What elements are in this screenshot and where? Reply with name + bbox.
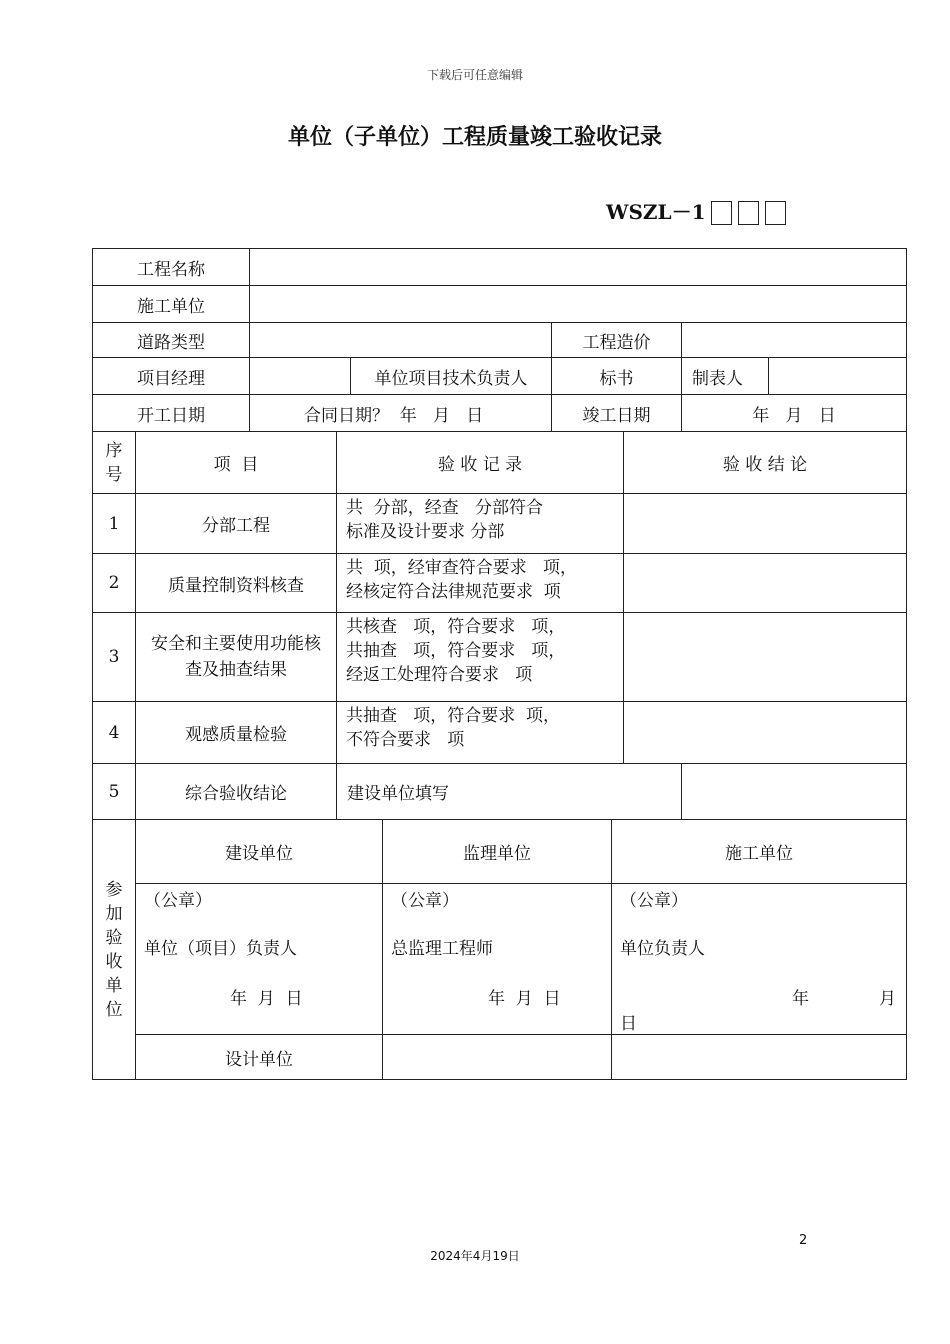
signer-label: 单位（项目）负责人	[144, 939, 297, 959]
row-seq: 5	[93, 764, 136, 820]
document-title: 单位（子单位）工程质量竣工验收记录	[287, 125, 662, 150]
seq-header: 序号	[93, 432, 136, 494]
seal-label: （公章）	[620, 891, 688, 911]
tech-lead-label: 单位项目技术负责人	[351, 358, 552, 395]
row-item: 综合验收结论	[136, 764, 337, 820]
acceptance-table	[92, 431, 907, 820]
row-record[interactable]: 共抽查 项，符合要求 项， 不符合要求 项	[337, 702, 624, 764]
code-box[interactable]	[738, 201, 759, 225]
participants-table	[92, 819, 907, 1080]
row-seq: 4	[93, 702, 136, 764]
design-unit-field-2[interactable]	[612, 1035, 907, 1080]
start-date-label: 开工日期	[93, 395, 250, 432]
row-item: 观感质量检验	[136, 702, 337, 764]
road-type-field[interactable]	[250, 323, 552, 358]
row-conclusion[interactable]	[624, 554, 907, 613]
road-type-label: 道路类型	[93, 323, 250, 358]
cost-label: 工程造价	[552, 323, 682, 358]
row-record[interactable]: 共 项，经审查符合要求 项， 经核定符合法律规范要求 项	[337, 554, 624, 613]
form-code	[606, 196, 786, 225]
row-record[interactable]: 建设单位填写	[337, 764, 682, 820]
page-number: 2	[799, 1233, 808, 1248]
row-seq: 3	[93, 613, 136, 702]
signature-date: 年 月 日	[620, 989, 896, 1034]
row-record[interactable]: 共 分部，经查 分部符合 标准及设计要求 分部	[337, 494, 624, 554]
completion-date[interactable]: 年 月 日	[682, 395, 907, 432]
project-name-label: 工程名称	[93, 249, 250, 286]
signature-date: 年 月 日	[488, 989, 561, 1009]
cost-field[interactable]	[682, 323, 907, 358]
project-info-table	[92, 248, 907, 432]
design-unit-label: 设计单位	[136, 1035, 383, 1080]
unit-header-supervisor: 监理单位	[383, 820, 612, 884]
form-code-text: WSZL－1	[606, 200, 706, 224]
row-seq: 2	[93, 554, 136, 613]
row-record[interactable]: 共核查 项，符合要求 项， 共抽查 项，符合要求 项， 经返工处理符合要求 项	[337, 613, 624, 702]
supervisor-signature-cell[interactable]	[383, 884, 612, 1035]
row-item: 质量控制资料核查	[136, 554, 337, 613]
pm-label: 项目经理	[93, 358, 250, 395]
seal-label: （公章）	[391, 891, 459, 911]
item-header: 项 目	[136, 432, 337, 494]
contract-date[interactable]: 合同日期？ 年 月 日	[250, 395, 552, 432]
preparer-field[interactable]	[769, 358, 907, 395]
row-item: 分部工程	[136, 494, 337, 554]
header-note: 下载后可任意编辑	[426, 68, 523, 82]
row-conclusion[interactable]	[624, 702, 907, 764]
pm-field[interactable]	[250, 358, 351, 395]
signature-date: 年 月 日	[230, 989, 303, 1009]
conclusion-header: 验 收 结 论	[624, 432, 907, 494]
project-name-field[interactable]	[250, 249, 907, 286]
contractor-label: 施工单位	[93, 286, 250, 323]
completion-label: 竣工日期	[552, 395, 682, 432]
signer-label: 单位负责人	[620, 939, 705, 959]
signer-label: 总监理工程师	[391, 939, 493, 959]
row-conclusion[interactable]	[682, 764, 907, 820]
participants-label: 参加验收单位	[93, 820, 136, 1080]
design-unit-field[interactable]	[383, 1035, 612, 1080]
contractor-signature-cell[interactable]	[612, 884, 907, 1035]
bid-label: 标书	[552, 358, 682, 395]
code-box[interactable]	[765, 201, 786, 225]
row-conclusion[interactable]	[624, 613, 907, 702]
code-box[interactable]	[711, 201, 732, 225]
preparer-label: 制表人	[682, 358, 769, 395]
footer-date: 2024年4月19日	[430, 1249, 520, 1263]
row-item: 安全和主要使用功能核查及抽查结果	[136, 613, 337, 702]
record-header: 验 收 记 录	[337, 432, 624, 494]
row-seq: 1	[93, 494, 136, 554]
unit-header-owner: 建设单位	[136, 820, 383, 884]
contractor-field[interactable]	[250, 286, 907, 323]
seal-label: （公章）	[144, 891, 212, 911]
owner-signature-cell[interactable]	[136, 884, 383, 1035]
unit-header-contractor: 施工单位	[612, 820, 907, 884]
row-conclusion[interactable]	[624, 494, 907, 554]
